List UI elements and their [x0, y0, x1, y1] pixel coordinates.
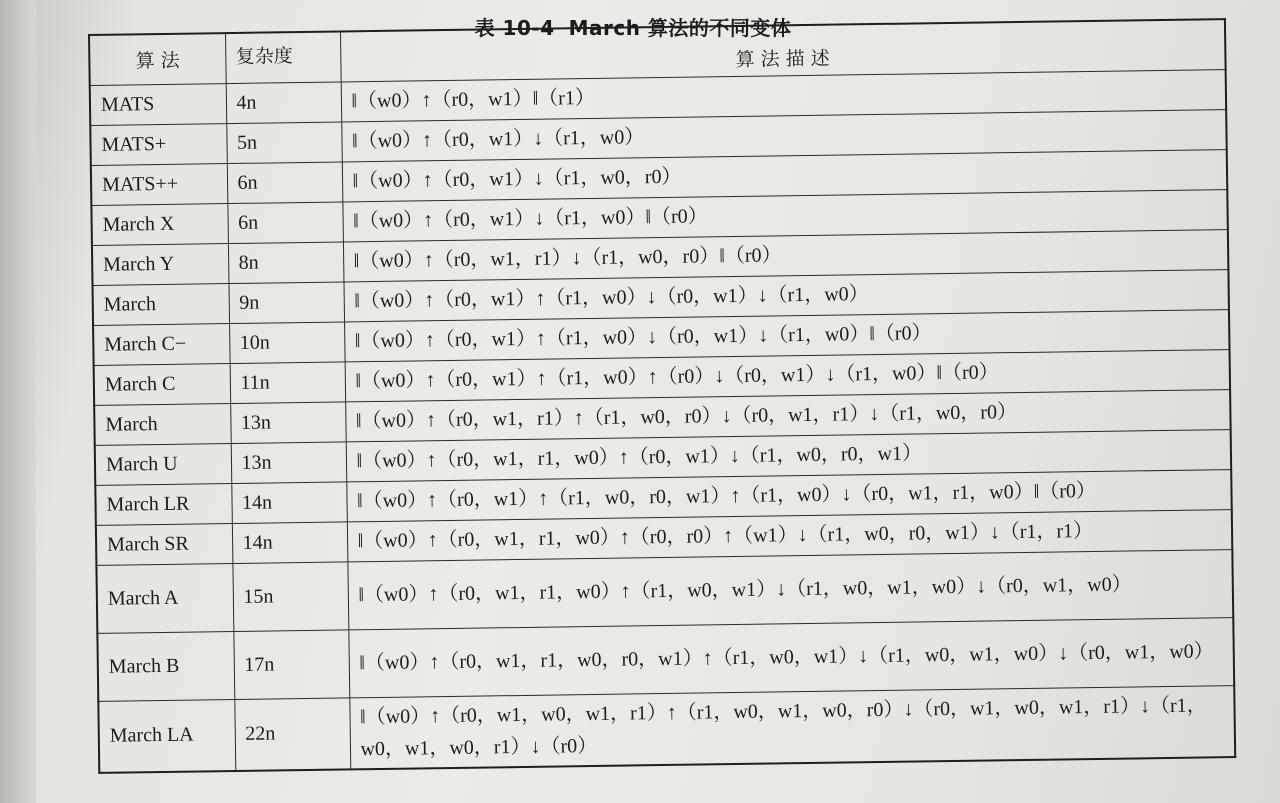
description-cell: ‖（w0）↑（r0，w1）↑（r1，w0）↓（r0，w1）↓（r1，w0）	[343, 269, 1228, 321]
table-title: March 算法的不同变体	[568, 16, 792, 40]
description-cell: ‖（w0）↑（r0，w1）↑（r1，w0）↓（r0，w1）↓（r1，w0）‖（r0）	[344, 309, 1229, 361]
complexity-cell: 4n	[226, 81, 342, 123]
algorithm-name-cell: March C	[94, 363, 231, 405]
description-cell: ‖（w0）↑（r0，w1，r1，w0）↑（r1，w0，w1）↓（r1，w0，w1，w0）↓（r0，w1，w0）	[347, 549, 1233, 629]
description-cell: ‖（w0）↑（r0，w1，r1）↑（r1，w0，r0）↓（r0，w1，r1）↓（r1，w0，r0）	[345, 389, 1230, 441]
description-cell: ‖（w0）↑（r0，w1，r1，w0，r0，w1）↑（r1，w0，w1）↓（r1，w0，w1，w0）↓（r0，w1，w0）	[348, 617, 1234, 697]
algorithm-name-cell: MATS++	[91, 163, 228, 205]
complexity-cell: 6n	[227, 161, 343, 203]
complexity-cell: 13n	[231, 441, 347, 483]
complexity-cell: 14n	[231, 481, 347, 523]
algorithm-name-cell: March	[93, 283, 230, 325]
algorithm-name-cell: March SR	[96, 523, 233, 565]
algorithm-name-cell: March	[94, 403, 231, 445]
algorithm-name-cell: March U	[95, 443, 232, 485]
complexity-cell: 17n	[233, 629, 349, 699]
page-edge	[0, 0, 36, 803]
algorithm-name-cell: March Y	[92, 243, 229, 285]
complexity-cell: 14n	[232, 521, 348, 563]
algorithm-name-cell: March LR	[95, 483, 232, 525]
complexity-cell: 11n	[230, 361, 346, 403]
march-variants-table	[88, 18, 1236, 774]
description-cell: ‖（w0）↑（r0，w1）↓（r1，w0，r0）	[342, 149, 1227, 201]
header-description: 算 法 描 述	[340, 19, 1226, 81]
complexity-cell: 6n	[227, 201, 343, 243]
algorithm-name-cell: March LA	[98, 699, 235, 773]
algorithm-name-cell: MATS	[90, 83, 227, 125]
table-number: 表 10-4	[474, 16, 555, 40]
description-cell: ‖（w0）↑（r0，w1）↓（r1，w0）‖（r0）	[342, 189, 1227, 241]
description-cell: ‖（w0）↑（r0，w1，r1，w0）↑（r0，r0）↑（w1）↓（r1，w0，r0，w1）↓（r1，r1）	[347, 509, 1232, 561]
header-algorithm: 算 法	[89, 33, 226, 85]
algorithm-name-cell: March X	[91, 203, 228, 245]
description-cell: ‖（w0）↑（r0，w1，r1，w0）↑（r0，w1）↓（r1，w0，r0，w1）	[346, 429, 1231, 481]
header-complexity: 复杂度	[225, 31, 341, 83]
description-cell: ‖（w0）↑（r0，w1）‖（r1）	[341, 69, 1226, 121]
description-cell: ‖（w0）↑（r0，w1）↓（r1，w0）	[341, 109, 1226, 161]
description-cell: ‖（w0）↑（r0，w1）↑（r1，w0）↑（r0）↓（r0，w1）↓（r1，w0）‖（r0）	[345, 349, 1230, 401]
algorithm-name-cell: MATS+	[90, 123, 227, 165]
complexity-cell: 22n	[234, 697, 350, 771]
algorithm-name-cell: March B	[97, 631, 234, 701]
description-cell: ‖（w0）↑（r0，w1）↑（r1，w0，r0，w1）↑（r1，w0）↓（r0，w1，r1，w0）‖（r0）	[346, 469, 1231, 521]
description-cell: ‖（w0）↑（r0，w1，r1）↓（r1，w0，r0）‖（r0）	[343, 229, 1228, 281]
description-cell: ‖（w0）↑（r0，w1，w0，w1，r1）↑（r1，w0，w1，w0，r0）↓（r0，w1，w0，w1，r1）↓（r1，w0，w1，w0，r1）↓（r0）	[349, 685, 1235, 769]
complexity-cell: 13n	[230, 401, 346, 443]
algorithm-name-cell: March A	[96, 563, 233, 633]
complexity-cell: 10n	[229, 321, 345, 363]
complexity-cell: 9n	[228, 281, 344, 323]
algorithm-name-cell: March C−	[93, 323, 230, 365]
complexity-cell: 15n	[232, 561, 348, 631]
complexity-cell: 5n	[226, 121, 342, 163]
complexity-cell: 8n	[228, 241, 344, 283]
table-row	[98, 685, 1235, 773]
